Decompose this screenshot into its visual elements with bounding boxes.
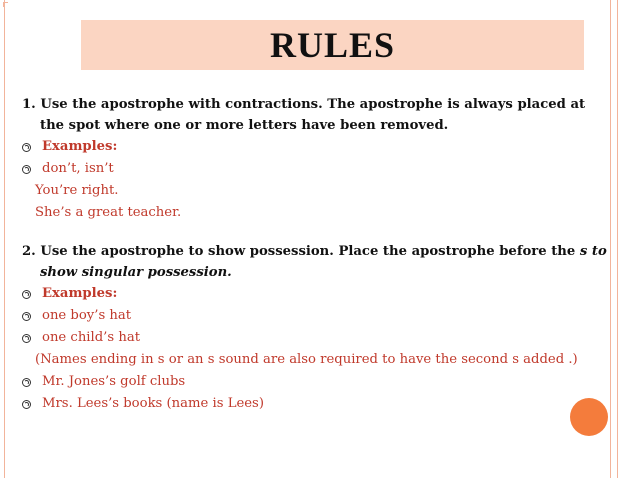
examples-label: Examples: (42, 139, 118, 154)
bullet-icon (22, 143, 31, 152)
rule-2-italic: s to show singular possession. (40, 244, 607, 280)
bullet-icon (22, 165, 31, 174)
example-text: She’s a great teacher. (35, 205, 182, 220)
list-item (22, 393, 612, 415)
rule-2-text (22, 241, 612, 283)
decorative-circle (570, 398, 608, 436)
example-text: one boy’s hat (42, 308, 132, 323)
bullet-icon (22, 334, 31, 343)
rule-1-text: 1. Use the apostrophe with contractions. The apostrophe is always placed at the spot where one or more letters have been removed. (22, 97, 586, 133)
examples-label: Examples: (42, 286, 118, 301)
title-bar (81, 20, 584, 70)
bullet-icon (22, 378, 31, 387)
list-item (22, 158, 612, 180)
list-item (22, 327, 612, 349)
example-text: don’t, isn’t (42, 161, 114, 176)
example-text: Mr. Jones’s golf clubs (42, 374, 186, 389)
frame-left-line (4, 0, 5, 478)
slide-content (22, 94, 612, 415)
example-text: Mrs. Lees’s books (name is Lees) (42, 396, 264, 411)
rule-2-lead: 2. Use the apostrophe to show possession. Place the apostrophe before the (22, 244, 580, 259)
page-title: RULES (269, 25, 396, 65)
bullet-icon (22, 400, 31, 409)
list-item (22, 305, 612, 327)
bullet-icon (22, 312, 31, 321)
list-item (22, 136, 612, 158)
list-item (22, 371, 612, 393)
example-text: one child’s hat (42, 330, 140, 345)
list-item (22, 283, 612, 305)
bullet-icon (22, 290, 31, 299)
note-text: (Names ending in s or an s sound are also required to have the second s added .) (35, 352, 578, 367)
example-text: You’re right. (35, 183, 119, 198)
frame-right-line-outer (617, 0, 618, 478)
